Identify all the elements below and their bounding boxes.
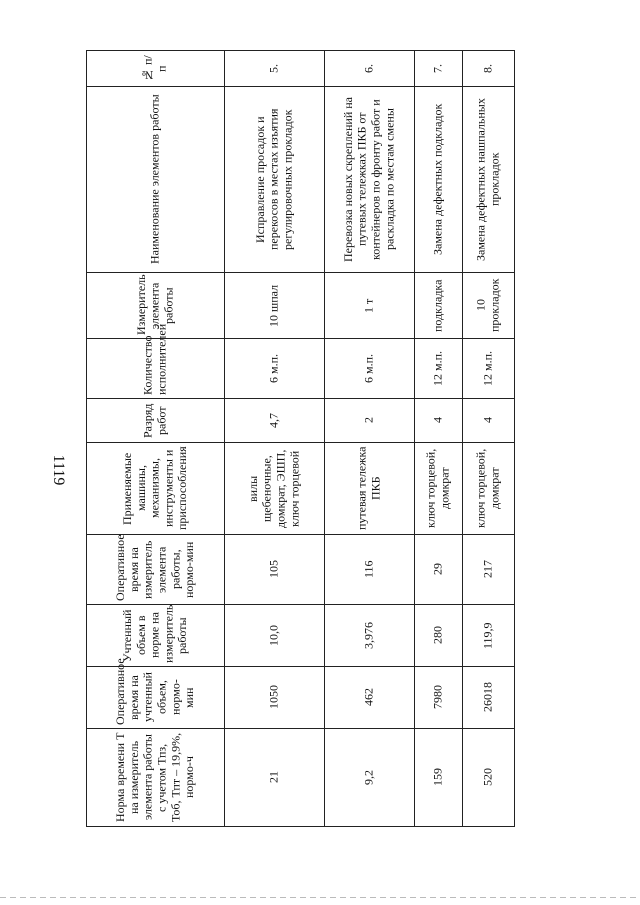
cell-text: Наименование элементов работы xyxy=(147,94,162,265)
cell-text: Оперативное время на измеритель элемента работы, нормо-мин xyxy=(113,534,197,602)
cell-text: 6. xyxy=(361,64,376,73)
table-header-cell xyxy=(87,273,225,339)
cell-text: 4,7 xyxy=(266,413,281,428)
table-cell xyxy=(325,535,415,605)
table-cell xyxy=(325,443,415,535)
table-cell xyxy=(415,443,463,535)
table-header-cell xyxy=(87,535,225,605)
table-cell xyxy=(225,399,325,443)
cell-text: 116 xyxy=(361,560,376,579)
table-cell xyxy=(463,399,515,443)
cell-text: 10,0 xyxy=(266,625,281,646)
cell-text: 4 xyxy=(430,417,445,424)
table-cell xyxy=(325,729,415,827)
cell-text: путевая тележка ПКБ xyxy=(354,446,383,531)
table-cell xyxy=(415,667,463,729)
table-cell xyxy=(463,605,515,667)
cell-text: 462 xyxy=(361,688,376,707)
table-cell xyxy=(325,51,415,87)
cell-text: Учтенный объем в норме на измеритель работы xyxy=(120,605,190,664)
table-cell xyxy=(325,605,415,667)
scan-edge-line xyxy=(0,897,640,898)
cell-text: 119,9 xyxy=(480,622,495,649)
table-cell xyxy=(325,87,415,273)
table-cell xyxy=(225,667,325,729)
table-field-row xyxy=(87,605,515,667)
cell-text: 5. xyxy=(266,64,281,73)
cell-text: № п/п xyxy=(140,55,169,82)
table-cell xyxy=(463,443,515,535)
cell-text: ключ торцевой, домкрат xyxy=(423,448,452,529)
cell-text: 1 т xyxy=(361,298,376,313)
table-header-cell xyxy=(87,443,225,535)
cell-text: Оперативное время на учтенный объем, нормо-мин xyxy=(113,658,197,726)
table-header-cell xyxy=(87,399,225,443)
table-cell xyxy=(415,729,463,827)
norms-table-container xyxy=(87,55,515,827)
cell-text: 8. xyxy=(480,64,495,73)
cell-text: 7. xyxy=(430,64,445,73)
norms-table xyxy=(86,50,515,827)
cell-text: подкладка xyxy=(430,279,445,332)
cell-text: 9,2 xyxy=(361,770,376,785)
table-header-cell xyxy=(87,51,225,87)
table-field-row xyxy=(87,535,515,605)
table-field-row xyxy=(87,339,515,399)
table-cell xyxy=(415,535,463,605)
table-cell xyxy=(463,729,515,827)
cell-text: Разряд работ xyxy=(140,403,169,438)
table-cell xyxy=(225,51,325,87)
table-cell xyxy=(463,339,515,399)
table-cell xyxy=(225,729,325,827)
cell-text: Количество исполнителей xyxy=(140,324,169,396)
table-field-row xyxy=(87,273,515,339)
cell-text: 10 шпал xyxy=(266,284,281,327)
table-field-row xyxy=(87,87,515,273)
cell-text: Перевозка новых скреплений на путевых тележках ПКБ от контейнеров по фронту работ и раскладка по местам смены xyxy=(340,97,397,262)
table-cell xyxy=(225,87,325,273)
cell-text: 10 прокладок xyxy=(473,278,502,333)
cell-text: 6 м.п. xyxy=(266,354,281,384)
cell-text: 1050 xyxy=(266,685,281,710)
table-cell xyxy=(325,273,415,339)
table-cell xyxy=(463,273,515,339)
table-cell xyxy=(415,51,463,87)
cell-text: Замена дефектных подкладок xyxy=(430,103,445,256)
table-header-cell xyxy=(87,658,225,729)
cell-text: Исправление просадок и перекосов в местах изъятия регулировочных прокладок xyxy=(252,108,295,251)
table-cell xyxy=(225,605,325,667)
cell-text: 12 м.п. xyxy=(430,351,445,387)
table-cell xyxy=(415,87,463,273)
table-header-cell xyxy=(87,729,225,827)
table-cell xyxy=(415,273,463,339)
table-cell xyxy=(225,273,325,339)
cell-text: 12 м.п. xyxy=(480,351,495,387)
cell-text: 3,976 xyxy=(361,622,376,649)
table-field-row xyxy=(87,729,515,827)
cell-text: Замена дефектных нашпальных прокладок xyxy=(473,98,502,261)
table-field-row xyxy=(87,667,515,729)
table-cell xyxy=(463,667,515,729)
cell-text: 2 xyxy=(361,417,376,424)
cell-text: 26018 xyxy=(480,682,495,713)
cell-text: вилы щебеночные, домкрат, ЭШП, ключ торцевой xyxy=(245,449,302,528)
table-header-cell xyxy=(87,324,225,399)
table-cell xyxy=(325,399,415,443)
cell-text: Норма времени Т на измеритель элемента работы с учетом Тпз, Тоб, Тпт – 19,9%, нормо-ч xyxy=(113,732,197,823)
cell-text: 29 xyxy=(430,563,445,576)
table-cell xyxy=(325,667,415,729)
cell-text: 280 xyxy=(430,626,445,645)
table-header-cell xyxy=(87,605,225,667)
table-cell xyxy=(415,339,463,399)
table-field-row xyxy=(87,399,515,443)
table-cell xyxy=(225,339,325,399)
cell-text: 217 xyxy=(480,560,495,579)
cell-text: Применяемые машины, механизмы, инструменты и приспособления xyxy=(120,446,190,531)
table-cell xyxy=(415,399,463,443)
table-cell xyxy=(463,87,515,273)
cell-text: 6 м.п. xyxy=(361,354,376,384)
cell-text: 21 xyxy=(266,771,281,784)
cell-text: 520 xyxy=(480,768,495,787)
cell-text: 159 xyxy=(430,768,445,787)
cell-text: 4 xyxy=(480,417,495,424)
table-cell xyxy=(325,339,415,399)
table-cell xyxy=(463,535,515,605)
table-cell xyxy=(225,535,325,605)
table-cell xyxy=(225,443,325,535)
table-field-row xyxy=(87,443,515,535)
cell-text: ключ торцевой, домкрат xyxy=(473,448,502,529)
cell-text: 105 xyxy=(266,560,281,579)
cell-text: 7980 xyxy=(430,685,445,710)
cell-text: Измеритель элемента работы xyxy=(133,274,176,336)
page-number: 1119 xyxy=(50,454,67,486)
table-field-row xyxy=(87,51,515,87)
table-header-cell xyxy=(87,87,225,273)
table-cell xyxy=(463,51,515,87)
table-cell xyxy=(415,605,463,667)
